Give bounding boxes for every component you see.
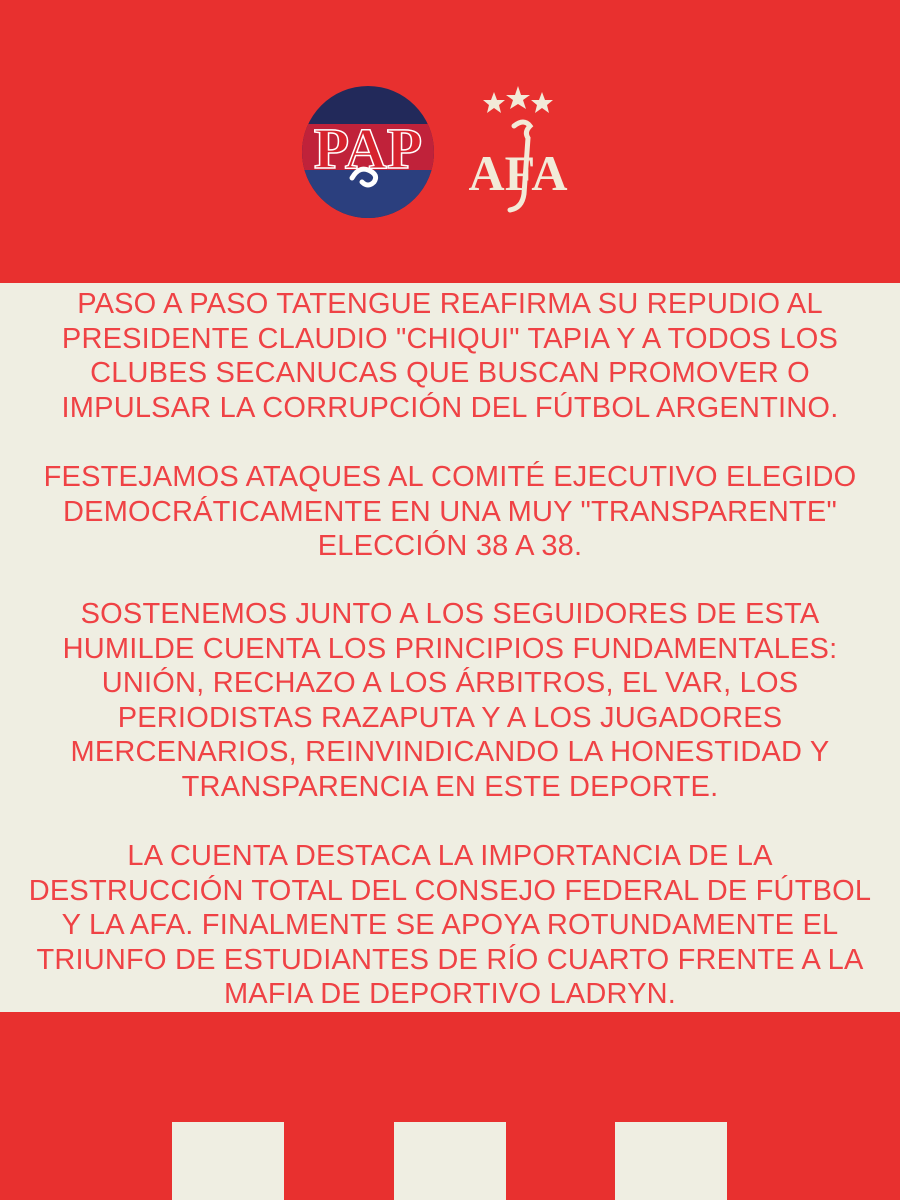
cream-stripe — [172, 1122, 284, 1200]
cream-stripe — [615, 1122, 727, 1200]
star-icon — [483, 92, 505, 113]
statement-paragraph-3: SOSTENEMOS JUNTO A LOS SEGUIDORES DE ESTA HUMILDE CUENTA LOS PRINCIPIOS FUNDAMENTALES: UNIÓN, RECHAZO A LOS ÁRBITROS, EL VAR, LOS PERIODISTAS RAZAPUTA Y A LOS JUGADORES MERCENARIOS, REINVINDICANDO LA HONESTIDAD Y TRANSPARENCIA EN ESTE DEPORTE. — [62, 598, 838, 803]
pap-logo — [302, 86, 434, 218]
statement-paragraph-4: LA CUENTA DESTACA LA IMPORTANCIA DE LA DESTRUCCIÓN TOTAL DEL CONSEJO FEDERAL DE FÚTBOL Y LA AFA. FINALMENTE SE APOYA ROTUNDAMENTE EL TRIUNFO DE ESTUDIANTES DE RÍO CUARTO FRENTE A LA MAFIA DE DEPORTIVO LADRYN. — [28, 840, 872, 1010]
statement-panel — [0, 283, 900, 1012]
star-icon — [506, 86, 530, 109]
logo-row — [0, 0, 900, 283]
star-icon — [531, 92, 553, 113]
cream-stripe — [394, 1122, 506, 1200]
svg-text:PAP: PAP — [313, 116, 423, 181]
statement-paragraph-2: FESTEJAMOS ATAQUES AL COMITÉ EJECUTIVO ELEGIDO DEMOCRÁTICAMENTE EN UNA MUY "TRANSPARENTE" ELECCIÓN 38 A 38. — [43, 461, 857, 562]
statement-paragraph-1: PASO A PASO TATENGUE REAFIRMA SU REPUDIO AL PRESIDENTE CLAUDIO "CHIQUI" TAPIA Y A TODOS LOS CLUBES SECANUCAS QUE BUSCAN PROMOVER O IMPULSAR LA CORRUPCIÓN DEL FÚTBOL ARGENTINO. — [61, 288, 839, 424]
svg-text:AFA: AFA — [468, 145, 568, 201]
afa-logo — [466, 86, 570, 218]
